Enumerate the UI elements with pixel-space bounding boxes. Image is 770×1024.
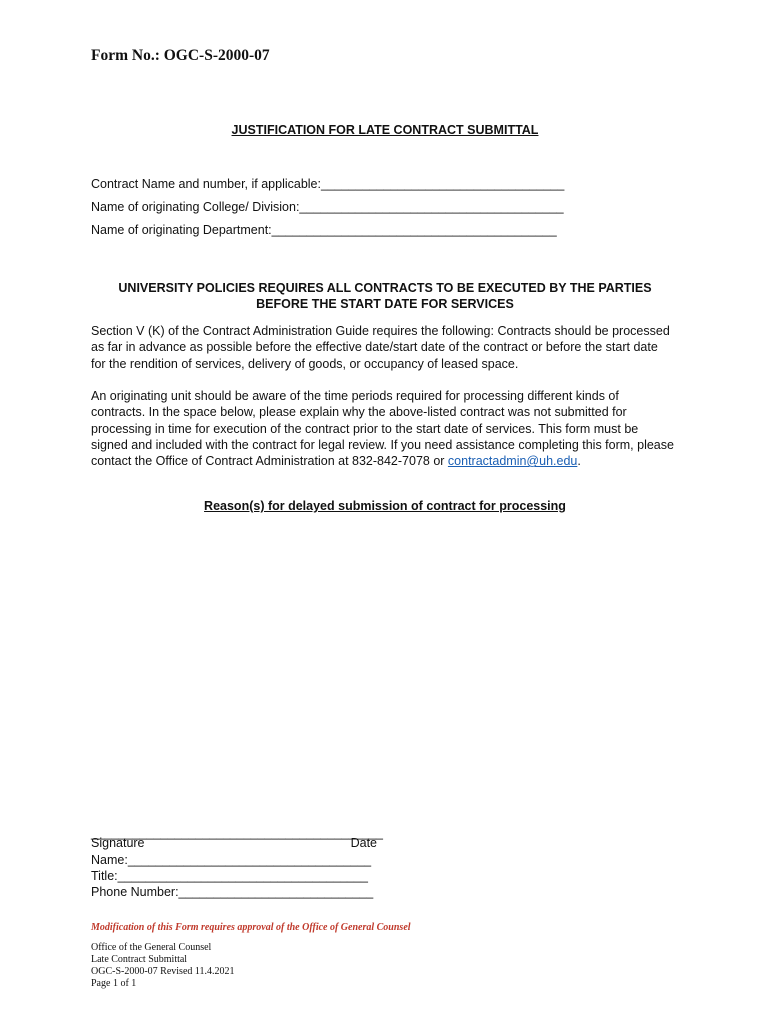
footer-office: Office of the General Counsel bbox=[91, 942, 212, 953]
document-title: JUSTIFICATION FOR LATE CONTRACT SUBMITTAL bbox=[231, 123, 539, 137]
name-field[interactable]: Name:___________________________________ bbox=[91, 853, 372, 867]
policy-heading-line-1: UNIVERSITY POLICIES REQUIRES ALL CONTRACTS TO BE EXECUTED BY THE PARTIES bbox=[118, 281, 652, 295]
college-division-field[interactable]: Name of originating College/ Division:______________________________________ bbox=[91, 200, 564, 214]
reason-heading: Reason(s) for delayed submission of contract for processing bbox=[204, 499, 566, 513]
paragraph-end-period: . bbox=[577, 454, 581, 469]
contract-admin-email-link[interactable]: contractadmin@uh.edu bbox=[447, 454, 578, 469]
policy-heading bbox=[0, 280, 770, 312]
section-v-paragraph: Section V (K) of the Contract Administration Guide requires the following: Contracts should be processed as far in advance as possible before the effective date/start date of the contract or before the start date for the rendition of services, delivery of goods, or occupancy of leased space. bbox=[91, 324, 670, 371]
footer-document-name: Late Contract Submittal bbox=[91, 954, 188, 965]
policy-heading-line-2: BEFORE THE START DATE FOR SERVICES bbox=[256, 297, 514, 311]
originating-unit-text: An originating unit should be aware of the time periods required for processing different kinds of contracts. In the space below, please explain why the above-listed contract was not submitted for processing in time for execution of the contract prior to the start date of services. This form must be signed and included with the contract for legal review. If you need assistance completing this form, please contact the Office of Contract Administration at 832-842-7078 or bbox=[91, 389, 674, 469]
title-field[interactable]: Title:____________________________________ bbox=[91, 869, 368, 883]
signature-labels bbox=[91, 836, 377, 850]
phone-number-field[interactable]: Phone Number:____________________________ bbox=[91, 885, 374, 899]
originating-unit-paragraph bbox=[91, 388, 691, 469]
form-number: Form No.: OGC-S-2000-07 bbox=[91, 47, 270, 64]
date-label: Date bbox=[350, 836, 377, 850]
footer-revision: OGC-S-2000-07 Revised 11.4.2021 bbox=[91, 966, 235, 977]
signature-line[interactable]: __________________________________________ bbox=[91, 826, 383, 840]
footer-page-number: Page 1 of 1 bbox=[91, 978, 137, 989]
contract-name-field[interactable]: Contract Name and number, if applicable:___________________________________ bbox=[91, 177, 565, 191]
signature-label: Signature bbox=[91, 836, 145, 850]
modification-notice: Modification of this Form requires approval of the Office of General Counsel bbox=[91, 922, 411, 933]
department-field[interactable]: Name of originating Department:_________________________________________ bbox=[91, 223, 557, 237]
